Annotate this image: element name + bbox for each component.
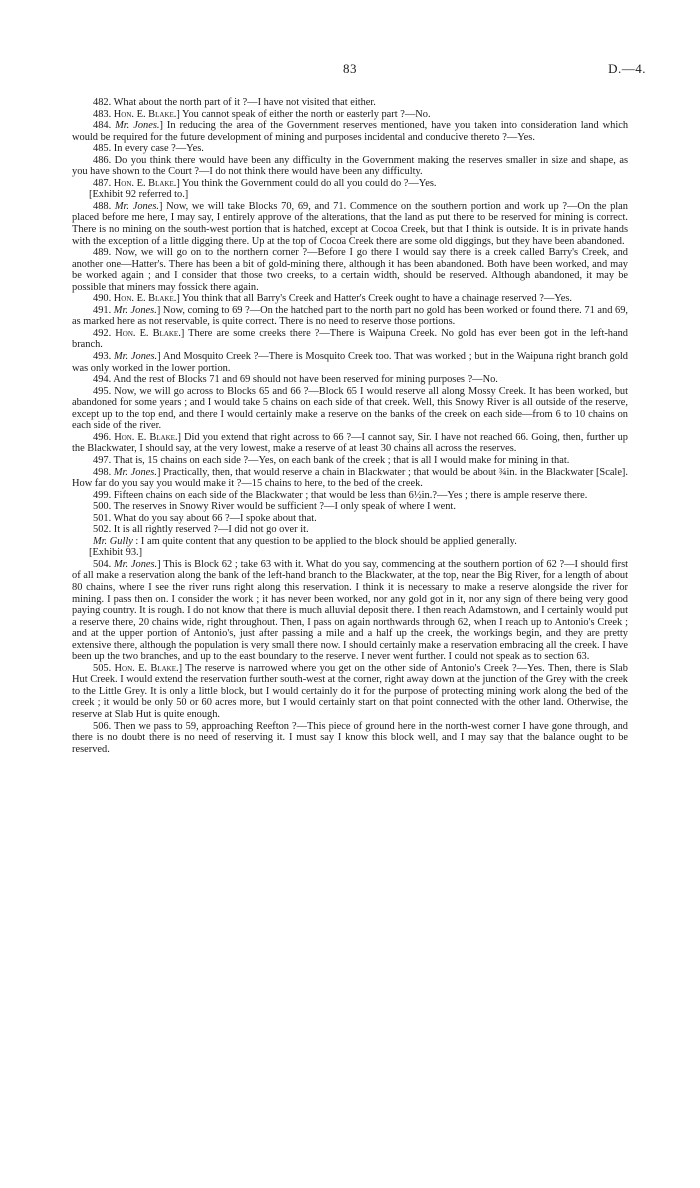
paragraph-text: ] You think the Government could do all you could do ?—Yes. [176,177,437,189]
paragraph-text: [Exhibit 93.] [89,547,143,559]
speaker-name: Hon. E. Blake. [114,662,179,674]
paragraph-text: 490. [93,293,114,305]
paragraph-text: ] Practically, then, that would reserve a chain in Blackwater ; that would be about ¾in. in the Blackwater [Scale]. How far do you say you would make it ?—15 chains to here, to the bed of the creek. [72,466,628,490]
testimony-paragraph [72,663,628,721]
paragraph-text: 489. Now, we will go on to the northern corner ?—Before I go there I would say there is a creek called Barry's Creek, and another one—Hatter's. There has been a bit of gold-mining there, although it has been abandoned. Both have been worked, and may be worked again ; and I consider that those two creeks, to a certain width, should be reserved. Although abandoned, it may be possible that miners may fossick there again. [72,247,628,293]
speaker-name-italic: Mr. Jones. [115,120,160,132]
paragraph-text: ] Now, we will take Blocks 70, 69, and 71. Commence on the southern portion and work up ?—On the plan placed before me here, I may say, I entirely approve of the alterations, that the land as put there to be reserved for mining is correct. There is no mining on the south-west portion that is hatched, except at Cocoa Creek, but that I think is outside. It is in private hands with the exception of a little digging there. Up at the top of Cocoa Creek there are some old diggings, but they have been abandoned. [72,200,628,247]
testimony-paragraph [72,109,628,121]
testimony-paragraph [72,559,628,663]
paragraph-text: 505. [93,662,115,674]
testimony-paragraph [72,328,628,351]
speaker-name-italic: Mr. Jones. [113,466,157,478]
paragraph-text: 486. Do you think there would have been any difficulty in the Government making the reserves smaller in size and shape, as you have shown to the Court ?—I do not think there would have been any difficulty. [72,154,628,178]
testimony-paragraph [72,155,628,178]
testimony-paragraph [72,178,628,190]
speaker-name: Hon. E. Blake. [114,431,178,443]
paragraph-text: 492. [93,327,116,339]
paragraph-text: 488. [93,200,115,212]
speaker-name-italic: Mr. Jones. [113,351,158,363]
testimony-paragraph [72,501,628,513]
paragraph-text: 491. [93,304,114,316]
paragraph-text: [Exhibit 92 referred to.] [89,189,189,201]
testimony-paragraph [72,467,628,490]
testimony-paragraph [72,305,628,328]
speaker-name-italic: Mr. Jones. [113,558,158,570]
speaker-name: Hon. E. Blake. [113,108,177,120]
testimony-paragraph [72,374,628,386]
testimony-paragraph [72,97,628,109]
speaker-name: Hon. E. Blake. [113,177,177,189]
testimony-paragraph [72,432,628,455]
speaker-name-italic: Mr. Gully [93,535,133,547]
paragraph-text: 502. It is all rightly reserved ?—I did not go over it. [93,524,309,536]
page-number: 83 [343,61,357,76]
exhibit-note [72,189,628,201]
paragraph-text: : I am quite content that any question to be applied to the block should be applied generally. [132,535,517,547]
paragraph-text: ] Now, coming to 69 ?—On the hatched part to the north part no gold has been worked or found there. 71 and 69, as marked here as not reservable, is quite correct. There is no need to reserve those portions. [72,304,628,328]
paragraph-text: 498. [93,466,114,478]
testimony-paragraph [72,524,628,536]
testimony-paragraph [72,120,628,143]
paragraph-text: ] The reserve is narrowed where you get on the other side of Antonio's Creek ?—Yes. Then, there is Slab Hut Creek. I would extend the reservation further south-west at the corner, right away down at the junction of the Grey with the creek to the Little Grey. It is only a little block, but I would certainly do it for the purpose of protecting mining work along the bed of the creek ; it would be only 50 or 60 acres more, but I would certainly start on that point connected with the other land. Otherwise, the reserve at Slab Hut is quite enough. [72,662,628,720]
paragraph-text: 500. The reserves in Snowy River would be sufficient ?—I only speak of where I went. [93,501,456,513]
testimony-paragraph [72,351,628,374]
testimony-paragraph [72,513,628,525]
document-body [72,97,628,755]
paragraph-text: ] You cannot speak of either the north or easterly part ?—No. [176,108,431,120]
paragraph-text: 501. What do you say about 66 ?—I spoke about that. [93,512,317,524]
paragraph-text: ] And Mosquito Creek ?—There is Mosquito Creek too. That was worked ; but in the Waipuna right branch gold was only worked in the lower portion. [72,351,629,374]
document-reference: D.—4. [608,61,646,76]
paragraph-text: ] Did you extend that right across to 66 ?—I cannot say, Sir. I have not reached 66. Going, then, further up the Blackwater, I should say, at the very lowest, make a reserve of at least 30 chains all across the reserves. [72,431,629,455]
paragraph-text: 495. Now, we will go across to Blocks 65 and 66 ?—Block 65 I would reserve all along Mossy Creek. It has been worked, but abandoned for some years ; and I would take 5 chains on each side of that creek. Well, this Snowy River is all outside of the reserve, except up to the top end, and there I would certainly make a reserve on the banks of the creek on each side—from 6 to 10 chains on each side of the river. [72,385,628,432]
paragraph-text: 494. And the rest of Blocks 71 and 69 should not have been reserved for mining purposes ?—No. [93,374,498,386]
paragraph-text: ] In reducing the area of the Government reserves mentioned, have you taken into consideration land which would be required for the future development of mining and purposes incidental and conducive thereto ?—Yes. [72,120,629,143]
speaker-name-italic: Mr. Jones. [113,304,157,316]
testimony-paragraph [72,386,628,432]
paragraph-text: ] There are some creeks there ?—There is Waipuna Creek. No gold has ever been got in the left-hand branch. [72,327,628,351]
testimony-paragraph [72,293,628,305]
paragraph-text: 485. In every case ?—Yes. [93,143,204,155]
exhibit-note [72,547,628,559]
paragraph-text: 504. [93,558,114,570]
paragraph-text: 482. What about the north part of it ?—I have not visited that either. [93,97,376,108]
paragraph-text: 496. [93,431,115,443]
paragraph-text: ] This is Block 62 ; take 63 with it. What do you say, commencing at the southern portion of 62 ?—I should first of all make a reservation along the bank of the left-hand branch to the Blackwater, at the top, near the Big River, for a length of about 80 chains, where I see the river runs right along this reservation. I think it is necessary to make a reserve alongside the river for mining. I pass then on. I consider the work ; it has never been worked, nor any gold got in it, nor any sign of there being very good paying country. It is rough. I do not know that there is much alluvial deposit there. I then reach Adamstown, and I certainly would put a reserve there, 20 chains wide, right throughout. Then, I pass on again northwards through 62, when I reach up to Antonio's Creek ; and at the upper portion of Antonio's, just after passing a mile and a half up the creek, the workings begin, and they are pretty extensive there, although the population is very small there now. I should certainly make a reservation embracing all the creek. I have been up the two branches, and up to the east boundary to the reserve. I never went further. I could not speak as to section 63. [72,558,629,663]
speaker-name-italic: Mr. Jones. [114,200,159,212]
testimony-paragraph [72,536,628,548]
testimony-paragraph [72,143,628,155]
paragraph-text: 506. Then we pass to 59, approaching Reefton ?—This piece of ground here in the north-west corner I have gone through, and there is no doubt there is no need of reserving it. I must say I know this block well, and I may say that the balance ought to be reserved. [72,720,628,755]
paragraph-text: 499. Fifteen chains on each side of the Blackwater ; that would be less than 6½in.?—Yes ; there is ample reserve there. [93,489,588,501]
testimony-paragraph [72,721,628,756]
testimony-paragraph [72,490,628,502]
paragraph-text: 493. [93,351,114,363]
paragraph-text: 497. That is, 15 chains on each side ?—Yes, on each bank of the creek ; that is all I would make for mining in that. [93,454,570,466]
paragraph-text: 487. [93,177,114,189]
testimony-paragraph [72,201,628,247]
paragraph-text: ] You think that all Barry's Creek and Hatter's Creek ought to have a chainage reserved ?—Yes. [176,293,573,305]
paragraph-text: 484. [93,120,116,132]
paragraph-text: 483. [93,108,114,120]
testimony-paragraph [72,247,628,293]
speaker-name: Hon. E. Blake. [115,327,181,339]
speaker-name: Hon. E. Blake. [113,293,177,305]
testimony-paragraph [72,455,628,467]
